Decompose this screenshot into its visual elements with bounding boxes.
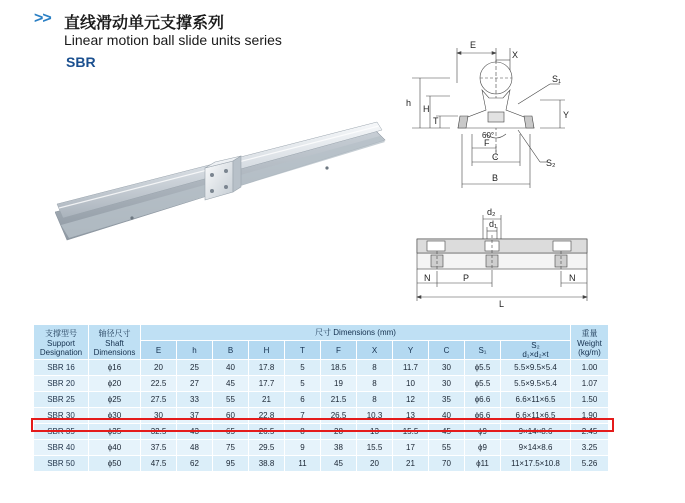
header-weight-cn: 重量: [581, 328, 598, 338]
table-cell: 5.26: [571, 456, 609, 472]
title-english: Linear motion ball slide units series: [64, 32, 282, 48]
table-cell: 70: [429, 456, 465, 472]
table-cell: 62: [177, 456, 213, 472]
table-cell: 25: [177, 360, 213, 376]
header-dimensions: 尺寸 Dimensions (mm): [141, 325, 571, 341]
table-cell: 2.45: [571, 424, 609, 440]
table-cell: 22.8: [249, 408, 285, 424]
table-cell: 1.07: [571, 376, 609, 392]
col-header-s2: [501, 341, 571, 360]
dim-label-n-right: N: [569, 273, 576, 283]
table-cell: SBR 16: [34, 360, 89, 376]
table-cell: 9×14×8.6: [501, 440, 571, 456]
table-cell: SBR 50: [34, 456, 89, 472]
col-header-h: h: [177, 341, 213, 360]
table-cell: 47.5: [141, 456, 177, 472]
table-cell: 15.5: [393, 424, 429, 440]
table-row: [34, 376, 609, 392]
dim-label-d1: d₁: [489, 219, 498, 229]
table-cell: 26.5: [249, 424, 285, 440]
table-cell: 26.5: [321, 408, 357, 424]
col-header-s2-sub: d₁×d₂×t: [522, 350, 549, 359]
table-cell: 37: [177, 408, 213, 424]
table-cell: ϕ35: [89, 424, 141, 440]
dim-label-d2: d₂: [487, 207, 496, 217]
table-cell: ϕ25: [89, 392, 141, 408]
table-cell: 21: [393, 456, 429, 472]
table-cell: ϕ40: [89, 440, 141, 456]
col-header-f: F: [321, 341, 357, 360]
table-cell: ϕ9: [465, 424, 501, 440]
table-cell: 20: [141, 360, 177, 376]
table-cell: ϕ5.5: [465, 376, 501, 392]
table-cell: 1.50: [571, 392, 609, 408]
dim-label-p: P: [463, 273, 470, 283]
cross-section-drawing: [400, 38, 600, 198]
header-weight: [571, 325, 609, 360]
table-cell: ϕ11: [465, 456, 501, 472]
slide-carriage: [205, 156, 241, 200]
table-cell: ϕ20: [89, 376, 141, 392]
table-cell: ϕ16: [89, 360, 141, 376]
table-cell: SBR 40: [34, 440, 89, 456]
table-cell: 27.5: [141, 392, 177, 408]
table-cell: 22.5: [141, 376, 177, 392]
dim-label-f: F: [484, 138, 490, 148]
table-cell: 55: [429, 440, 465, 456]
table-cell: 40: [213, 360, 249, 376]
col-header-s1: S₁: [465, 341, 501, 360]
header-designation-en1: Support: [46, 338, 76, 348]
table-cell: 11.7: [393, 360, 429, 376]
dim-label-e: E: [470, 40, 477, 50]
dim-label-c: C: [492, 152, 499, 162]
table-cell: SBR 20: [34, 376, 89, 392]
table-cell: ϕ9: [465, 440, 501, 456]
table-cell: ϕ6.6: [465, 392, 501, 408]
header-designation-cn: 支撑型号: [45, 328, 77, 338]
table-cell: 65: [213, 424, 249, 440]
table-cell: 9×14×8.6: [501, 424, 571, 440]
table-cell: ϕ30: [89, 408, 141, 424]
table-cell: 45: [321, 456, 357, 472]
table-cell: 6.6×11×6.5: [501, 408, 571, 424]
dim-label-h: H: [423, 104, 430, 114]
table-cell: 13: [393, 408, 429, 424]
table-cell: 32.5: [141, 424, 177, 440]
table-cell: 8: [285, 424, 321, 440]
table-cell: 10: [393, 376, 429, 392]
double-arrow-icon: >>: [34, 10, 51, 27]
col-header-c: C: [429, 341, 465, 360]
table-row: [34, 360, 609, 376]
title-chinese: 直线滑动单元支撑系列: [64, 15, 225, 32]
col-header-e: E: [141, 341, 177, 360]
table-cell: 7: [285, 408, 321, 424]
header-shaft-cn: 轴径尺寸: [98, 328, 131, 338]
product-photo: [55, 100, 390, 270]
table-cell: 5: [285, 376, 321, 392]
table-cell: 75: [213, 440, 249, 456]
model-code: SBR: [66, 54, 96, 70]
table-cell: ϕ50: [89, 456, 141, 472]
dim-label-s2: S₂: [546, 158, 556, 168]
table-cell: 28: [321, 424, 357, 440]
dim-label-s1: S₁: [552, 74, 562, 84]
table-cell: 30: [141, 408, 177, 424]
table-cell: 5: [285, 360, 321, 376]
spec-table: [33, 324, 609, 472]
table-cell: 45: [213, 376, 249, 392]
col-header-t: T: [285, 341, 321, 360]
table-cell: 95: [213, 456, 249, 472]
table-header-row: [34, 325, 609, 341]
table-cell: 18.5: [321, 360, 357, 376]
table-cell: 43: [177, 424, 213, 440]
table-cell: 20: [357, 456, 393, 472]
table-cell: 1.90: [571, 408, 609, 424]
col-header-h-upper: H: [249, 341, 285, 360]
header-weight-en1: Weight: [577, 338, 602, 348]
table-cell: 9: [285, 440, 321, 456]
table-cell: SBR 35: [34, 424, 89, 440]
dim-label-y: Y: [563, 110, 570, 120]
table-cell: 60: [213, 408, 249, 424]
table-cell: 40: [429, 408, 465, 424]
table-cell: 27: [177, 376, 213, 392]
table-cell: SBR 30: [34, 408, 89, 424]
table-cell: 17.7: [249, 376, 285, 392]
table-row: [34, 440, 609, 456]
dim-label-l: L: [499, 299, 505, 309]
table-cell: 45: [429, 424, 465, 440]
table-cell: 8: [357, 376, 393, 392]
table-cell: 13: [357, 424, 393, 440]
table-cell: 30: [429, 376, 465, 392]
table-cell: SBR 25: [34, 392, 89, 408]
table-cell: 21: [249, 392, 285, 408]
header-shaft-en1: Shaft: [105, 338, 124, 348]
dim-label-n: N: [424, 273, 431, 283]
dim-label-angle: 60°: [482, 131, 495, 140]
dim-label-b: B: [492, 173, 499, 183]
table-cell: 21.5: [321, 392, 357, 408]
table-cell: 6.6×11×6.5: [501, 392, 571, 408]
col-header-x: X: [357, 341, 393, 360]
table-cell: 48: [177, 440, 213, 456]
table-row: [34, 392, 609, 408]
table-cell: 6: [285, 392, 321, 408]
header-shaft: [89, 325, 141, 360]
table-cell: 12: [393, 392, 429, 408]
table-cell: 8: [357, 392, 393, 408]
table-cell: 38.8: [249, 456, 285, 472]
table-cell: 11×17.5×10.8: [501, 456, 571, 472]
table-cell: 15.5: [357, 440, 393, 456]
dim-label-h-small: h: [406, 98, 412, 108]
side-view-drawing: [405, 205, 605, 310]
header-weight-en2: (kg/m): [578, 347, 601, 357]
table-cell: 38: [321, 440, 357, 456]
table-cell: 1.00: [571, 360, 609, 376]
dim-label-x: X: [512, 50, 519, 60]
header-designation-en2: Designation: [39, 347, 83, 357]
table-cell: 33: [177, 392, 213, 408]
col-header-b: B: [213, 341, 249, 360]
col-header-y: Y: [393, 341, 429, 360]
table-cell: 55: [213, 392, 249, 408]
table-cell: ϕ6.6: [465, 408, 501, 424]
table-cell: ϕ5.5: [465, 360, 501, 376]
highlight-box-sbr30: [31, 418, 614, 432]
table-cell: 5.5×9.5×5.4: [501, 360, 571, 376]
dim-label-t: T: [433, 116, 439, 126]
table-cell: 29.5: [249, 440, 285, 456]
table-cell: 35: [429, 392, 465, 408]
table-cell: 3.25: [571, 440, 609, 456]
table-row: [34, 456, 609, 472]
table-cell: 5.5×9.5×5.4: [501, 376, 571, 392]
table-cell: 17.8: [249, 360, 285, 376]
header-designation: [34, 325, 89, 360]
table-cell: 37.5: [141, 440, 177, 456]
table-cell: 11: [285, 456, 321, 472]
table-cell: 10.3: [357, 408, 393, 424]
header-shaft-en2: Dimensions: [93, 347, 136, 357]
col-header-s2-label: S₂: [531, 341, 540, 350]
table-cell: 17: [393, 440, 429, 456]
table-cell: 30: [429, 360, 465, 376]
table-cell: 8: [357, 360, 393, 376]
table-cell: 19: [321, 376, 357, 392]
